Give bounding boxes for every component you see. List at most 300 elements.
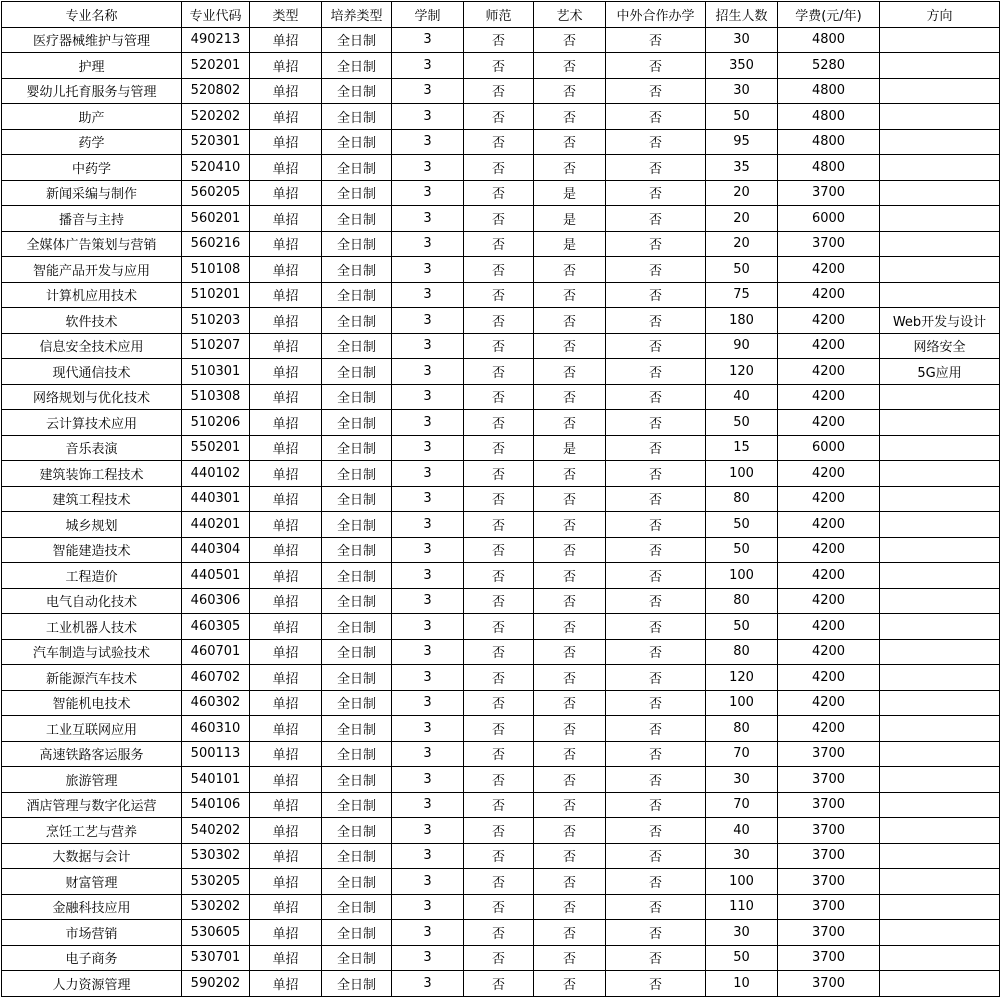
enrollment-cell: 90: [706, 333, 778, 359]
major-code-cell: 510207: [182, 333, 250, 359]
type-cell: 单招: [250, 741, 322, 767]
teacher-training-cell: 否: [464, 741, 534, 767]
type-cell: 单招: [250, 486, 322, 512]
teacher-training-cell: 否: [464, 231, 534, 257]
teacher-training-cell: 否: [464, 410, 534, 436]
direction-cell: [880, 410, 1000, 436]
tuition-cell: 3700: [778, 767, 880, 793]
enrollment-cell: 80: [706, 588, 778, 614]
table-row: [2, 333, 1000, 359]
type-cell: 单招: [250, 78, 322, 104]
major-name-cell: 城乡规划: [2, 512, 182, 538]
teacher-training-cell: 否: [464, 333, 534, 359]
art-cell: 否: [534, 945, 606, 971]
training-type-cell: 全日制: [322, 945, 392, 971]
joint-program-cell: 否: [606, 843, 706, 869]
major-code-cell: 540101: [182, 767, 250, 793]
major-code-cell: 520201: [182, 53, 250, 79]
column-header: 方向: [880, 2, 1000, 28]
joint-program-cell: 否: [606, 333, 706, 359]
teacher-training-cell: 否: [464, 512, 534, 538]
column-header: 类型: [250, 2, 322, 28]
tuition-cell: 4200: [778, 588, 880, 614]
art-cell: 否: [534, 741, 606, 767]
teacher-training-cell: 否: [464, 384, 534, 410]
enrollment-cell: 100: [706, 563, 778, 589]
duration-cell: 3: [392, 843, 464, 869]
tuition-cell: 4200: [778, 282, 880, 308]
type-cell: 单招: [250, 333, 322, 359]
major-name-cell: 新能源汽车技术: [2, 665, 182, 691]
table-row: [2, 27, 1000, 53]
direction-cell: [880, 155, 1000, 181]
major-name-cell: 全媒体广告策划与营销: [2, 231, 182, 257]
table-row: [2, 384, 1000, 410]
type-cell: 单招: [250, 869, 322, 895]
tuition-cell: 4200: [778, 690, 880, 716]
tuition-cell: 3700: [778, 843, 880, 869]
major-code-cell: 530701: [182, 945, 250, 971]
enrollment-cell: 120: [706, 665, 778, 691]
major-code-cell: 590202: [182, 971, 250, 997]
major-name-cell: 药学: [2, 129, 182, 155]
enrollment-cell: 100: [706, 869, 778, 895]
joint-program-cell: 否: [606, 231, 706, 257]
training-type-cell: 全日制: [322, 27, 392, 53]
training-type-cell: 全日制: [322, 894, 392, 920]
type-cell: 单招: [250, 129, 322, 155]
table-row: [2, 104, 1000, 130]
teacher-training-cell: 否: [464, 767, 534, 793]
type-cell: 单招: [250, 639, 322, 665]
enrollment-cell: 75: [706, 282, 778, 308]
training-type-cell: 全日制: [322, 971, 392, 997]
training-type-cell: 全日制: [322, 384, 392, 410]
table-row: [2, 563, 1000, 589]
duration-cell: 3: [392, 359, 464, 385]
table-row: [2, 410, 1000, 436]
major-code-cell: 560201: [182, 206, 250, 232]
art-cell: 否: [534, 869, 606, 895]
major-code-cell: 510206: [182, 410, 250, 436]
tuition-cell: 6000: [778, 206, 880, 232]
table-row: [2, 792, 1000, 818]
training-type-cell: 全日制: [322, 639, 392, 665]
tuition-cell: 5280: [778, 53, 880, 79]
major-name-cell: 工程造价: [2, 563, 182, 589]
training-type-cell: 全日制: [322, 282, 392, 308]
duration-cell: 3: [392, 78, 464, 104]
major-name-cell: 建筑装饰工程技术: [2, 461, 182, 487]
tuition-cell: 3700: [778, 818, 880, 844]
joint-program-cell: 否: [606, 818, 706, 844]
tuition-cell: 4800: [778, 155, 880, 181]
type-cell: 单招: [250, 384, 322, 410]
art-cell: 否: [534, 690, 606, 716]
duration-cell: 3: [392, 588, 464, 614]
table-row: [2, 435, 1000, 461]
teacher-training-cell: 否: [464, 155, 534, 181]
major-name-cell: 烹饪工艺与营养: [2, 818, 182, 844]
tuition-cell: 4200: [778, 537, 880, 563]
teacher-training-cell: 否: [464, 971, 534, 997]
training-type-cell: 全日制: [322, 359, 392, 385]
teacher-training-cell: 否: [464, 486, 534, 512]
direction-cell: [880, 614, 1000, 640]
joint-program-cell: 否: [606, 410, 706, 436]
column-header: 中外合作办学: [606, 2, 706, 28]
duration-cell: 3: [392, 818, 464, 844]
teacher-training-cell: 否: [464, 53, 534, 79]
type-cell: 单招: [250, 512, 322, 538]
type-cell: 单招: [250, 282, 322, 308]
art-cell: 否: [534, 818, 606, 844]
duration-cell: 3: [392, 971, 464, 997]
training-type-cell: 全日制: [322, 512, 392, 538]
major-code-cell: 540106: [182, 792, 250, 818]
enrollment-cell: 20: [706, 206, 778, 232]
teacher-training-cell: 否: [464, 920, 534, 946]
teacher-training-cell: 否: [464, 588, 534, 614]
joint-program-cell: 否: [606, 920, 706, 946]
direction-cell: [880, 104, 1000, 130]
major-code-cell: 510301: [182, 359, 250, 385]
direction-cell: [880, 843, 1000, 869]
art-cell: 否: [534, 971, 606, 997]
tuition-cell: 4200: [778, 716, 880, 742]
teacher-training-cell: 否: [464, 78, 534, 104]
training-type-cell: 全日制: [322, 767, 392, 793]
direction-cell: [880, 206, 1000, 232]
tuition-cell: 3700: [778, 971, 880, 997]
major-code-cell: 560205: [182, 180, 250, 206]
direction-cell: [880, 486, 1000, 512]
joint-program-cell: 否: [606, 282, 706, 308]
direction-cell: 5G应用: [880, 359, 1000, 385]
tuition-cell: 4200: [778, 308, 880, 334]
training-type-cell: 全日制: [322, 257, 392, 283]
major-name-cell: 大数据与会计: [2, 843, 182, 869]
header-row: [2, 2, 1000, 28]
joint-program-cell: 否: [606, 129, 706, 155]
table-row: [2, 639, 1000, 665]
tuition-cell: 4200: [778, 257, 880, 283]
direction-cell: [880, 971, 1000, 997]
enrollment-cell: 50: [706, 410, 778, 436]
major-code-cell: 560216: [182, 231, 250, 257]
enrollment-cell: 10: [706, 971, 778, 997]
direction-cell: [880, 231, 1000, 257]
column-header: 艺术: [534, 2, 606, 28]
duration-cell: 3: [392, 537, 464, 563]
tuition-cell: 4800: [778, 104, 880, 130]
direction-cell: [880, 512, 1000, 538]
joint-program-cell: 否: [606, 53, 706, 79]
major-code-cell: 440501: [182, 563, 250, 589]
major-name-cell: 电气自动化技术: [2, 588, 182, 614]
art-cell: 否: [534, 104, 606, 130]
training-type-cell: 全日制: [322, 333, 392, 359]
major-name-cell: 音乐表演: [2, 435, 182, 461]
joint-program-cell: 否: [606, 180, 706, 206]
type-cell: 单招: [250, 665, 322, 691]
table-row: [2, 486, 1000, 512]
joint-program-cell: 否: [606, 767, 706, 793]
major-code-cell: 440102: [182, 461, 250, 487]
major-code-cell: 520202: [182, 104, 250, 130]
joint-program-cell: 否: [606, 716, 706, 742]
art-cell: 否: [534, 665, 606, 691]
teacher-training-cell: 否: [464, 639, 534, 665]
tuition-cell: 4200: [778, 512, 880, 538]
teacher-training-cell: 否: [464, 461, 534, 487]
art-cell: 否: [534, 486, 606, 512]
column-header: 培养类型: [322, 2, 392, 28]
teacher-training-cell: 否: [464, 537, 534, 563]
duration-cell: 3: [392, 231, 464, 257]
duration-cell: 3: [392, 741, 464, 767]
direction-cell: [880, 920, 1000, 946]
enrollment-cell: 50: [706, 945, 778, 971]
training-type-cell: 全日制: [322, 537, 392, 563]
joint-program-cell: 否: [606, 384, 706, 410]
type-cell: 单招: [250, 843, 322, 869]
enrollment-cell: 50: [706, 537, 778, 563]
direction-cell: [880, 27, 1000, 53]
enrollment-cell: 30: [706, 843, 778, 869]
enrollment-cell: 180: [706, 308, 778, 334]
table-row: [2, 894, 1000, 920]
joint-program-cell: 否: [606, 869, 706, 895]
tuition-cell: 3700: [778, 894, 880, 920]
tuition-cell: 4200: [778, 614, 880, 640]
type-cell: 单招: [250, 180, 322, 206]
enrollment-cell: 70: [706, 792, 778, 818]
major-name-cell: 旅游管理: [2, 767, 182, 793]
major-name-cell: 新闻采编与制作: [2, 180, 182, 206]
table-row: [2, 257, 1000, 283]
joint-program-cell: 否: [606, 155, 706, 181]
teacher-training-cell: 否: [464, 257, 534, 283]
table-row: [2, 920, 1000, 946]
art-cell: 否: [534, 792, 606, 818]
tuition-cell: 4200: [778, 384, 880, 410]
direction-cell: [880, 78, 1000, 104]
training-type-cell: 全日制: [322, 129, 392, 155]
type-cell: 单招: [250, 410, 322, 436]
joint-program-cell: 否: [606, 78, 706, 104]
art-cell: 否: [534, 384, 606, 410]
joint-program-cell: 否: [606, 563, 706, 589]
major-name-cell: 金融科技应用: [2, 894, 182, 920]
duration-cell: 3: [392, 486, 464, 512]
duration-cell: 3: [392, 767, 464, 793]
tuition-cell: 4200: [778, 359, 880, 385]
direction-cell: 网络安全: [880, 333, 1000, 359]
duration-cell: 3: [392, 792, 464, 818]
duration-cell: 3: [392, 206, 464, 232]
major-code-cell: 440304: [182, 537, 250, 563]
direction-cell: [880, 869, 1000, 895]
major-name-cell: 信息安全技术应用: [2, 333, 182, 359]
major-code-cell: 460305: [182, 614, 250, 640]
joint-program-cell: 否: [606, 792, 706, 818]
duration-cell: 3: [392, 639, 464, 665]
joint-program-cell: 否: [606, 741, 706, 767]
tuition-cell: 3700: [778, 920, 880, 946]
duration-cell: 3: [392, 716, 464, 742]
direction-cell: [880, 563, 1000, 589]
art-cell: 是: [534, 180, 606, 206]
type-cell: 单招: [250, 53, 322, 79]
major-code-cell: 510308: [182, 384, 250, 410]
tuition-cell: 4800: [778, 129, 880, 155]
training-type-cell: 全日制: [322, 843, 392, 869]
tuition-cell: 4800: [778, 78, 880, 104]
art-cell: 否: [534, 537, 606, 563]
teacher-training-cell: 否: [464, 945, 534, 971]
major-name-cell: 人力资源管理: [2, 971, 182, 997]
teacher-training-cell: 否: [464, 665, 534, 691]
enrollment-cell: 40: [706, 384, 778, 410]
training-type-cell: 全日制: [322, 690, 392, 716]
major-name-cell: 护理: [2, 53, 182, 79]
column-header: 学制: [392, 2, 464, 28]
joint-program-cell: 否: [606, 537, 706, 563]
type-cell: 单招: [250, 308, 322, 334]
enrollment-cell: 20: [706, 231, 778, 257]
art-cell: 否: [534, 257, 606, 283]
type-cell: 单招: [250, 767, 322, 793]
major-code-cell: 520301: [182, 129, 250, 155]
type-cell: 单招: [250, 945, 322, 971]
table-row: [2, 945, 1000, 971]
major-name-cell: 网络规划与优化技术: [2, 384, 182, 410]
duration-cell: 3: [392, 333, 464, 359]
type-cell: 单招: [250, 588, 322, 614]
duration-cell: 3: [392, 435, 464, 461]
major-name-cell: 智能建造技术: [2, 537, 182, 563]
major-name-cell: 中药学: [2, 155, 182, 181]
type-cell: 单招: [250, 894, 322, 920]
table-row: [2, 690, 1000, 716]
major-code-cell: 490213: [182, 27, 250, 53]
joint-program-cell: 否: [606, 257, 706, 283]
training-type-cell: 全日制: [322, 231, 392, 257]
major-code-cell: 500113: [182, 741, 250, 767]
enrollment-table: [1, 1, 1000, 997]
art-cell: 是: [534, 231, 606, 257]
joint-program-cell: 否: [606, 435, 706, 461]
duration-cell: 3: [392, 282, 464, 308]
duration-cell: 3: [392, 384, 464, 410]
tuition-cell: 4200: [778, 410, 880, 436]
teacher-training-cell: 否: [464, 359, 534, 385]
duration-cell: 3: [392, 155, 464, 181]
art-cell: 否: [534, 359, 606, 385]
enrollment-cell: 350: [706, 53, 778, 79]
enrollment-cell: 120: [706, 359, 778, 385]
training-type-cell: 全日制: [322, 206, 392, 232]
training-type-cell: 全日制: [322, 716, 392, 742]
direction-cell: [880, 180, 1000, 206]
enrollment-cell: 35: [706, 155, 778, 181]
major-name-cell: 播音与主持: [2, 206, 182, 232]
teacher-training-cell: 否: [464, 869, 534, 895]
enrollment-cell: 80: [706, 716, 778, 742]
table-row: [2, 78, 1000, 104]
art-cell: 否: [534, 410, 606, 436]
direction-cell: [880, 384, 1000, 410]
type-cell: 单招: [250, 716, 322, 742]
joint-program-cell: 否: [606, 104, 706, 130]
major-code-cell: 530302: [182, 843, 250, 869]
art-cell: 否: [534, 155, 606, 181]
duration-cell: 3: [392, 563, 464, 589]
major-name-cell: 软件技术: [2, 308, 182, 334]
art-cell: 否: [534, 639, 606, 665]
type-cell: 单招: [250, 792, 322, 818]
training-type-cell: 全日制: [322, 435, 392, 461]
enrollment-cell: 80: [706, 639, 778, 665]
table-row: [2, 614, 1000, 640]
art-cell: 否: [534, 461, 606, 487]
major-code-cell: 460306: [182, 588, 250, 614]
type-cell: 单招: [250, 155, 322, 181]
teacher-training-cell: 否: [464, 27, 534, 53]
table-row: [2, 665, 1000, 691]
column-header: 师范: [464, 2, 534, 28]
joint-program-cell: 否: [606, 206, 706, 232]
major-name-cell: 助产: [2, 104, 182, 130]
art-cell: 是: [534, 206, 606, 232]
type-cell: 单招: [250, 359, 322, 385]
enrollment-cell: 100: [706, 461, 778, 487]
major-code-cell: 510108: [182, 257, 250, 283]
tuition-cell: 3700: [778, 741, 880, 767]
duration-cell: 3: [392, 104, 464, 130]
table-row: [2, 359, 1000, 385]
tuition-cell: 4200: [778, 665, 880, 691]
major-name-cell: 云计算技术应用: [2, 410, 182, 436]
major-name-cell: 电子商务: [2, 945, 182, 971]
table-row: [2, 716, 1000, 742]
joint-program-cell: 否: [606, 588, 706, 614]
direction-cell: [880, 690, 1000, 716]
enrollment-cell: 50: [706, 104, 778, 130]
training-type-cell: 全日制: [322, 920, 392, 946]
art-cell: 否: [534, 843, 606, 869]
type-cell: 单招: [250, 461, 322, 487]
duration-cell: 3: [392, 512, 464, 538]
enrollment-cell: 15: [706, 435, 778, 461]
major-name-cell: 建筑工程技术: [2, 486, 182, 512]
direction-cell: [880, 257, 1000, 283]
training-type-cell: 全日制: [322, 792, 392, 818]
training-type-cell: 全日制: [322, 155, 392, 181]
major-code-cell: 530202: [182, 894, 250, 920]
training-type-cell: 全日制: [322, 665, 392, 691]
joint-program-cell: 否: [606, 486, 706, 512]
joint-program-cell: 否: [606, 971, 706, 997]
direction-cell: [880, 282, 1000, 308]
joint-program-cell: 否: [606, 27, 706, 53]
enrollment-cell: 30: [706, 27, 778, 53]
table-row: [2, 818, 1000, 844]
table-row: [2, 231, 1000, 257]
type-cell: 单招: [250, 231, 322, 257]
joint-program-cell: 否: [606, 512, 706, 538]
